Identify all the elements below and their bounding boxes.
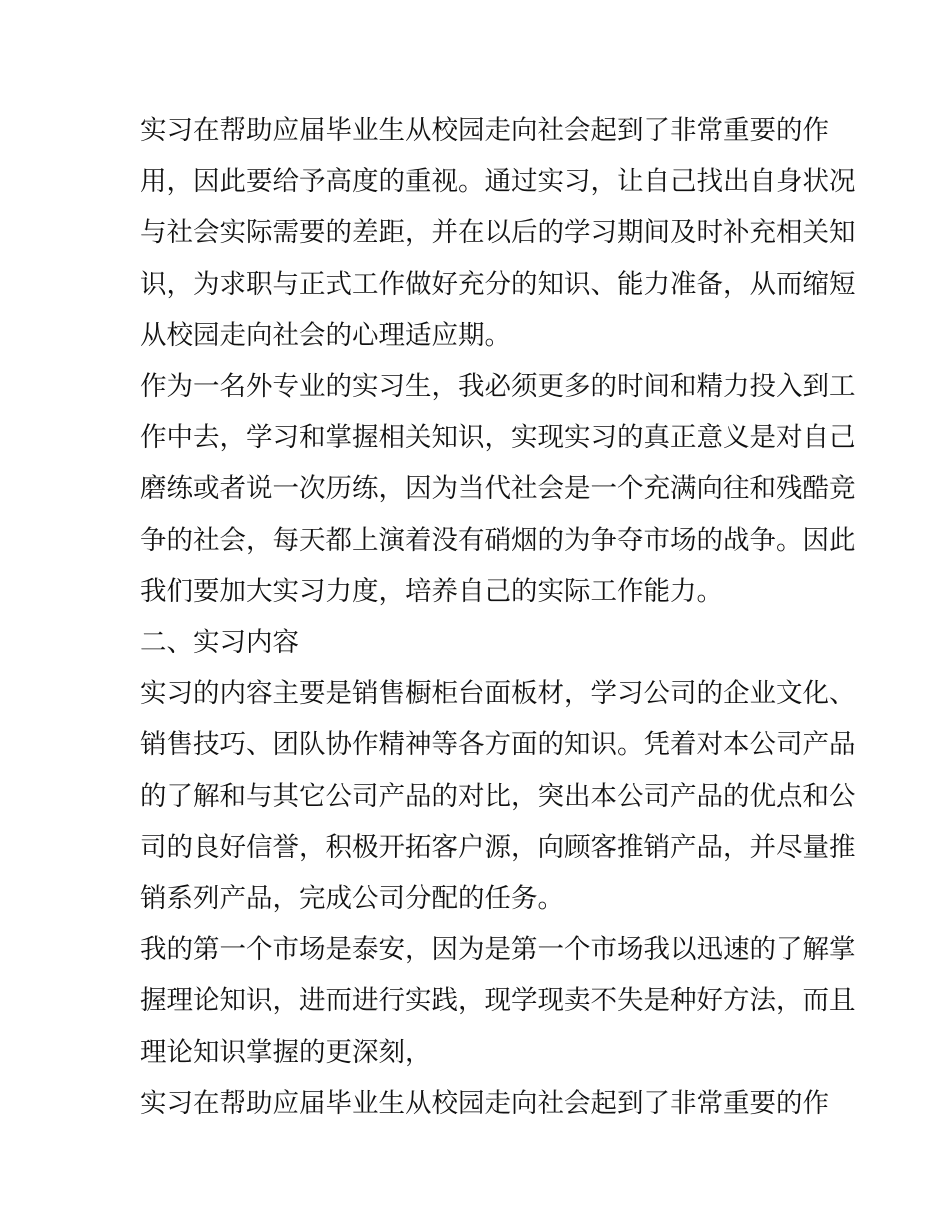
text-line: 握理论知识，进而进行实践，现学现卖不失是种好方法，而且 — [140, 985, 856, 1017]
text-line: 实习在帮助应届毕业生从校园走向社会起到了非常重要的作 — [140, 115, 829, 146]
text-line: 销售技巧、团队协作精神等各方面的知识。凭着对本公司产品 — [140, 729, 856, 761]
text-line: 实习在帮助应届毕业生从校园走向社会起到了非常重要的作 — [140, 1087, 829, 1119]
text-line: 从校园走向社会的心理适应期。 — [140, 319, 511, 351]
text-line: 实习的内容主要是销售橱柜台面板材，学习公司的企业文化、 — [140, 678, 856, 710]
document-body — [140, 105, 856, 1129]
text-line: 与社会实际需要的差距，并在以后的学习期间及时补充相关知 — [140, 217, 856, 249]
text-line: 作为一名外专业的实习生，我必须更多的时间和精力投入到工 — [140, 371, 856, 403]
text-line: 理论知识掌握的更深刻， — [140, 1036, 432, 1068]
text-line: 争的社会，每天都上演着没有硝烟的为争夺市场的战争。因此 — [140, 524, 856, 556]
text-line: 我们要加大实习力度，培养自己的实际工作能力。 — [140, 575, 723, 607]
text-line: 的了解和与其它公司产品的对比，突出本公司产品的优点和公 — [140, 780, 856, 812]
text-line: 用，因此要给予高度的重视。通过实习，让自己找出自身状况 — [140, 166, 856, 198]
text-line: 磨练或者说一次历练，因为当代社会是一个充满向往和残酷竞 — [140, 473, 856, 505]
text-line: 作中去，学习和掌握相关知识，实现实习的真正意义是对自己 — [140, 422, 856, 454]
text-line: 识，为求职与正式工作做好充分的知识、能力准备，从而缩短 — [140, 268, 856, 300]
section-heading: 二、实习内容 — [140, 627, 299, 659]
text-line: 司的良好信誉，积极开拓客户源，向顾客推销产品，并尽量推 — [140, 831, 856, 863]
text-line: 销系列产品，完成公司分配的任务。 — [140, 883, 564, 915]
text-line: 我的第一个市场是泰安，因为是第一个市场我以迅速的了解掌 — [140, 934, 856, 966]
